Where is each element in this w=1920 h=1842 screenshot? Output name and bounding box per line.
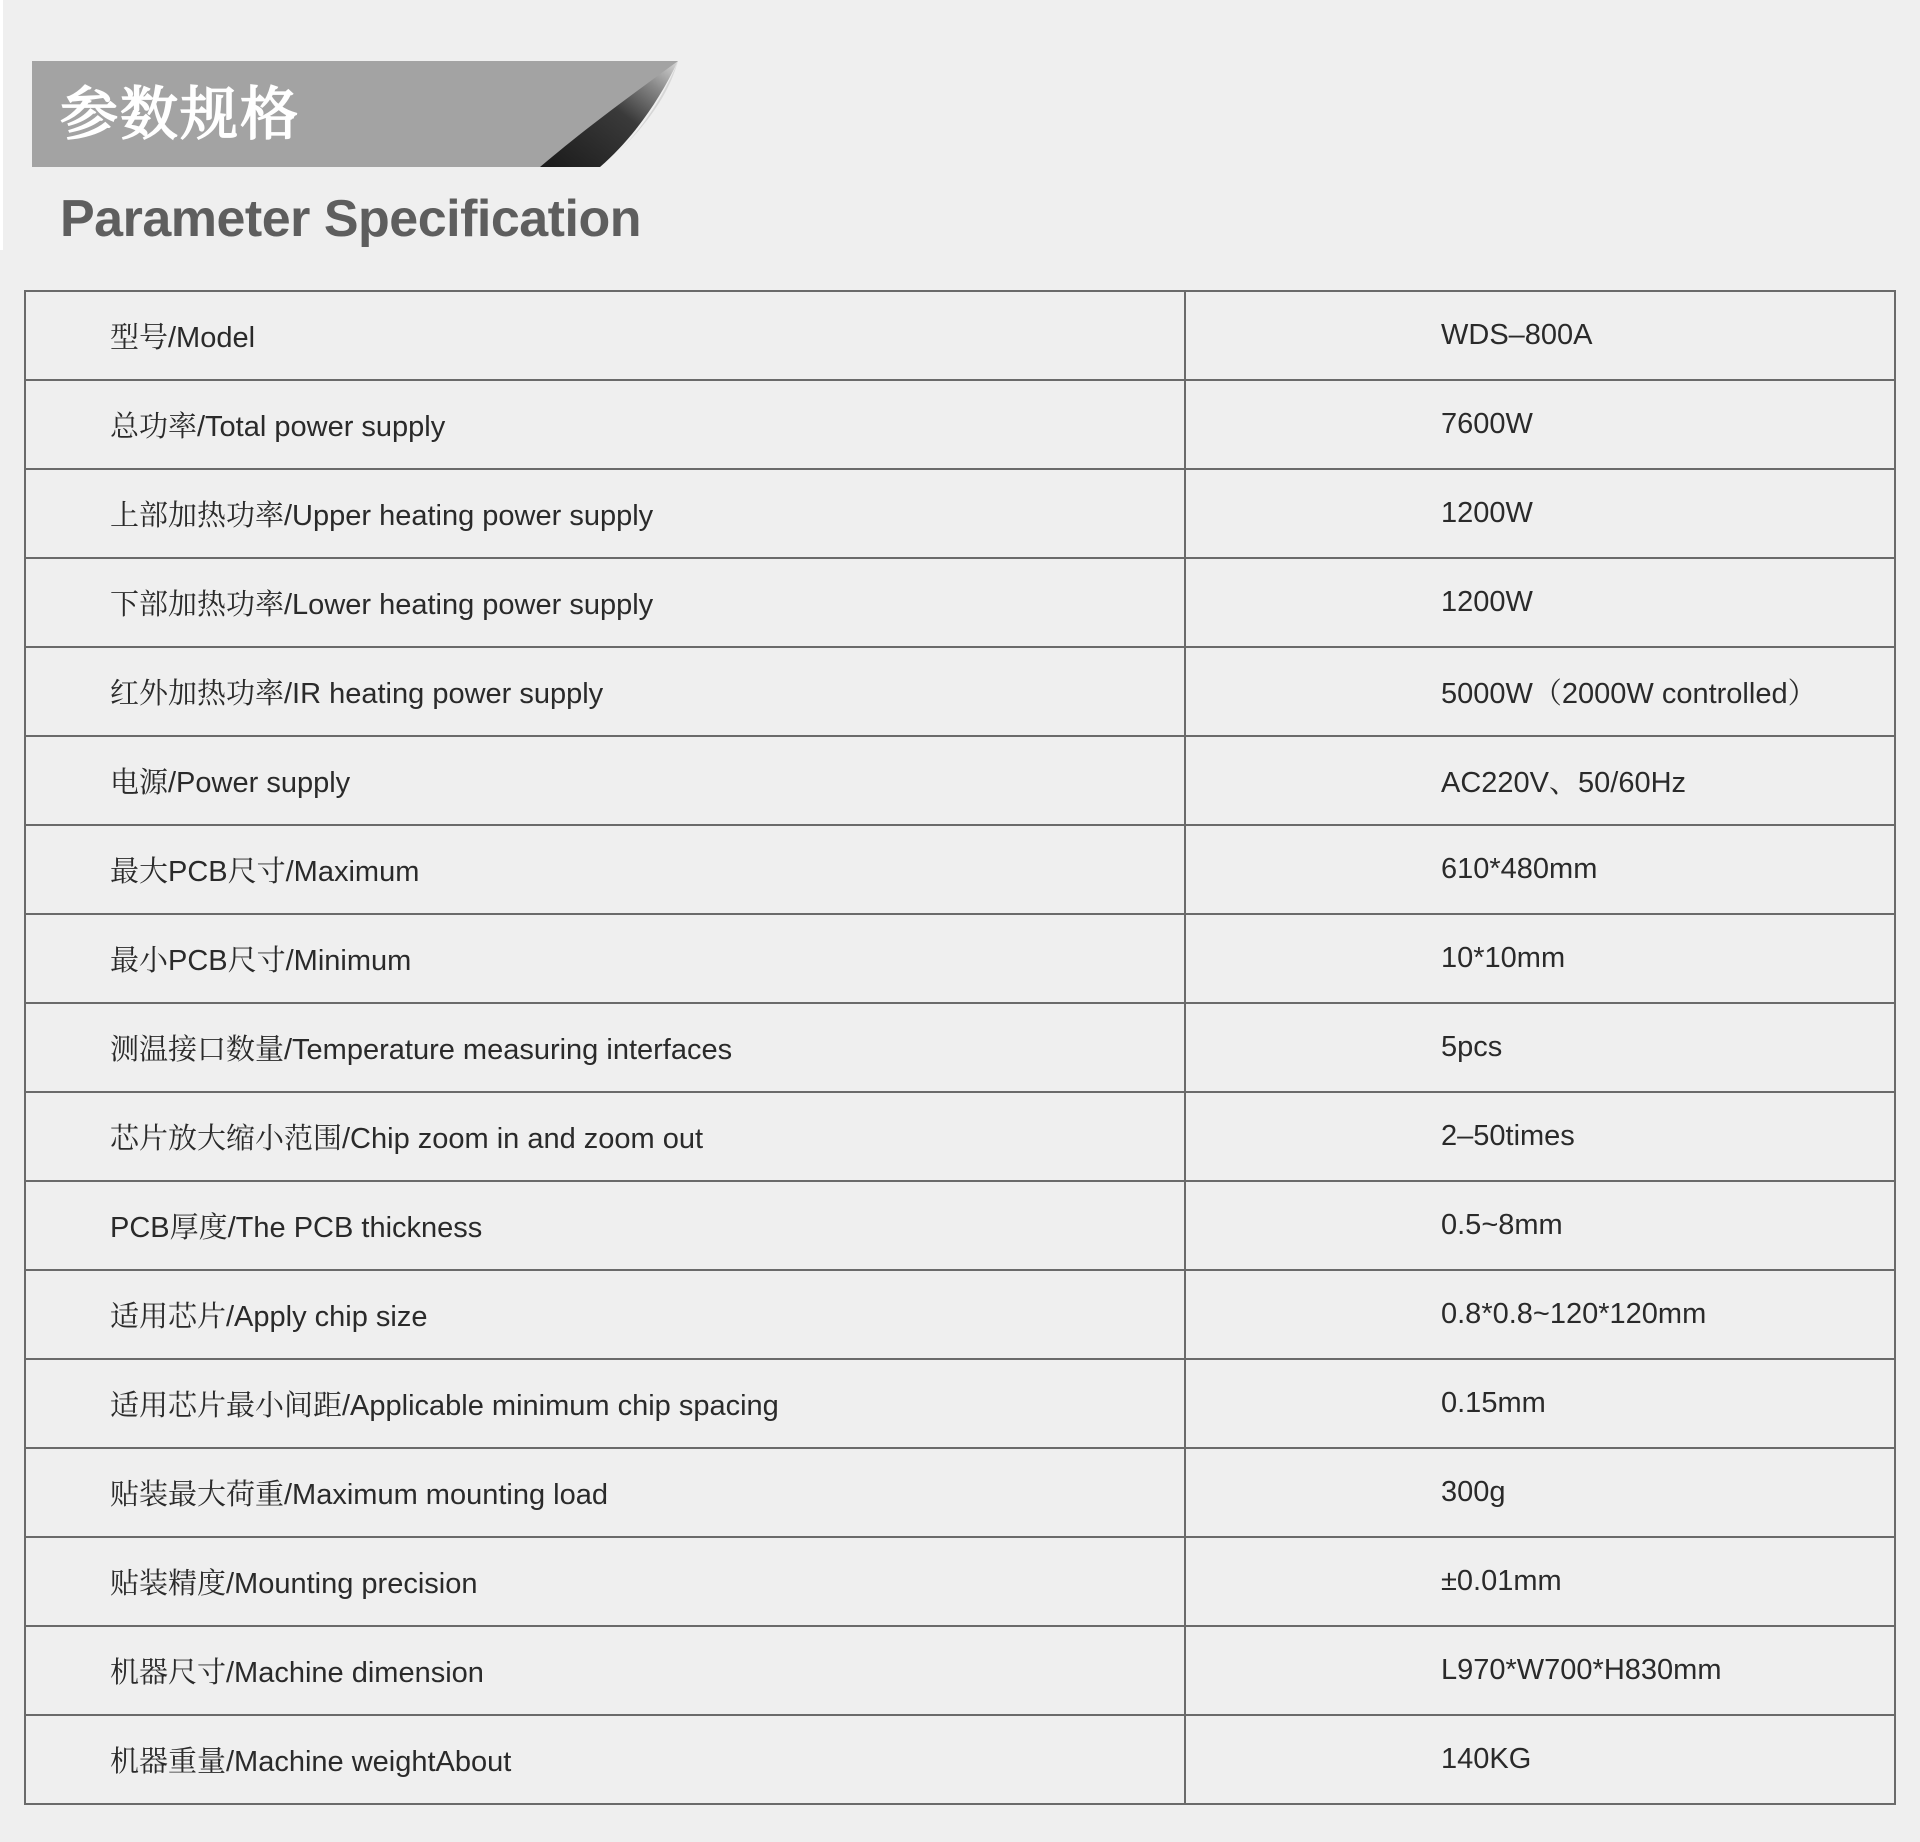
page-title-en: Parameter Specification	[60, 190, 641, 248]
spec-value: 1200W	[1185, 558, 1895, 647]
spec-label: 机器重量/Machine weightAbout	[25, 1715, 1185, 1804]
spec-label: 贴装精度/Mounting precision	[25, 1537, 1185, 1626]
spec-row-chip-zoom	[25, 1092, 1895, 1181]
spec-label: 下部加热功率/Lower heating power supply	[25, 558, 1185, 647]
spec-row-temp-interfaces	[25, 1003, 1895, 1092]
spec-value: 0.8*0.8~120*120mm	[1185, 1270, 1895, 1359]
spec-row-chip-size	[25, 1270, 1895, 1359]
spec-row-chip-spacing	[25, 1359, 1895, 1448]
spec-label: 适用芯片/Apply chip size	[25, 1270, 1185, 1359]
spec-value: ±0.01mm	[1185, 1537, 1895, 1626]
spec-label: 上部加热功率/Upper heating power supply	[25, 469, 1185, 558]
spec-value: 1200W	[1185, 469, 1895, 558]
spec-value: 2–50times	[1185, 1092, 1895, 1181]
spec-value: 10*10mm	[1185, 914, 1895, 1003]
spec-row-min-pcb	[25, 914, 1895, 1003]
spec-label: 最大PCB尺寸/Maximum	[25, 825, 1185, 914]
spec-row-ir-heating	[25, 647, 1895, 736]
spec-value: WDS–800A	[1185, 291, 1895, 380]
spec-label: 测温接口数量/Temperature measuring interfaces	[25, 1003, 1185, 1092]
spec-label: 最小PCB尺寸/Minimum	[25, 914, 1185, 1003]
spec-row-lower-heating	[25, 558, 1895, 647]
spec-value: 140KG	[1185, 1715, 1895, 1804]
spec-label: PCB厚度/The PCB thickness	[25, 1181, 1185, 1270]
spec-label: 型号/Model	[25, 291, 1185, 380]
spec-value: 300g	[1185, 1448, 1895, 1537]
page-title-cn: 参数规格	[60, 80, 301, 148]
spec-row-mounting-precision	[25, 1537, 1895, 1626]
spec-row-machine-weight	[25, 1715, 1895, 1804]
spec-row-pcb-thickness	[25, 1181, 1895, 1270]
spec-value: AC220V、50/60Hz	[1185, 736, 1895, 825]
spec-row-model	[25, 291, 1895, 380]
spec-label: 适用芯片最小间距/Applicable minimum chip spacing	[25, 1359, 1185, 1448]
spec-value: 610*480mm	[1185, 825, 1895, 914]
spec-label: 电源/Power supply	[25, 736, 1185, 825]
spec-label: 贴装最大荷重/Maximum mounting load	[25, 1448, 1185, 1537]
spec-label: 红外加热功率/IR heating power supply	[25, 647, 1185, 736]
spec-value: 7600W	[1185, 380, 1895, 469]
left-edge-strip	[0, 0, 3, 250]
spec-label: 总功率/Total power supply	[25, 380, 1185, 469]
spec-row-machine-dimension	[25, 1626, 1895, 1715]
spec-value: 0.15mm	[1185, 1359, 1895, 1448]
spec-value: 0.5~8mm	[1185, 1181, 1895, 1270]
spec-table	[24, 290, 1896, 1805]
spec-row-max-pcb	[25, 825, 1895, 914]
spec-row-mounting-load	[25, 1448, 1895, 1537]
spec-label: 机器尺寸/Machine dimension	[25, 1626, 1185, 1715]
spec-row-total-power	[25, 380, 1895, 469]
spec-row-upper-heating	[25, 469, 1895, 558]
spec-label: 芯片放大缩小范围/Chip zoom in and zoom out	[25, 1092, 1185, 1181]
spec-value: 5pcs	[1185, 1003, 1895, 1092]
spec-row-power-supply	[25, 736, 1895, 825]
spec-value: 5000W（2000W controlled）	[1185, 647, 1895, 736]
title-banner	[32, 61, 680, 167]
spec-value: L970*W700*H830mm	[1185, 1626, 1895, 1715]
